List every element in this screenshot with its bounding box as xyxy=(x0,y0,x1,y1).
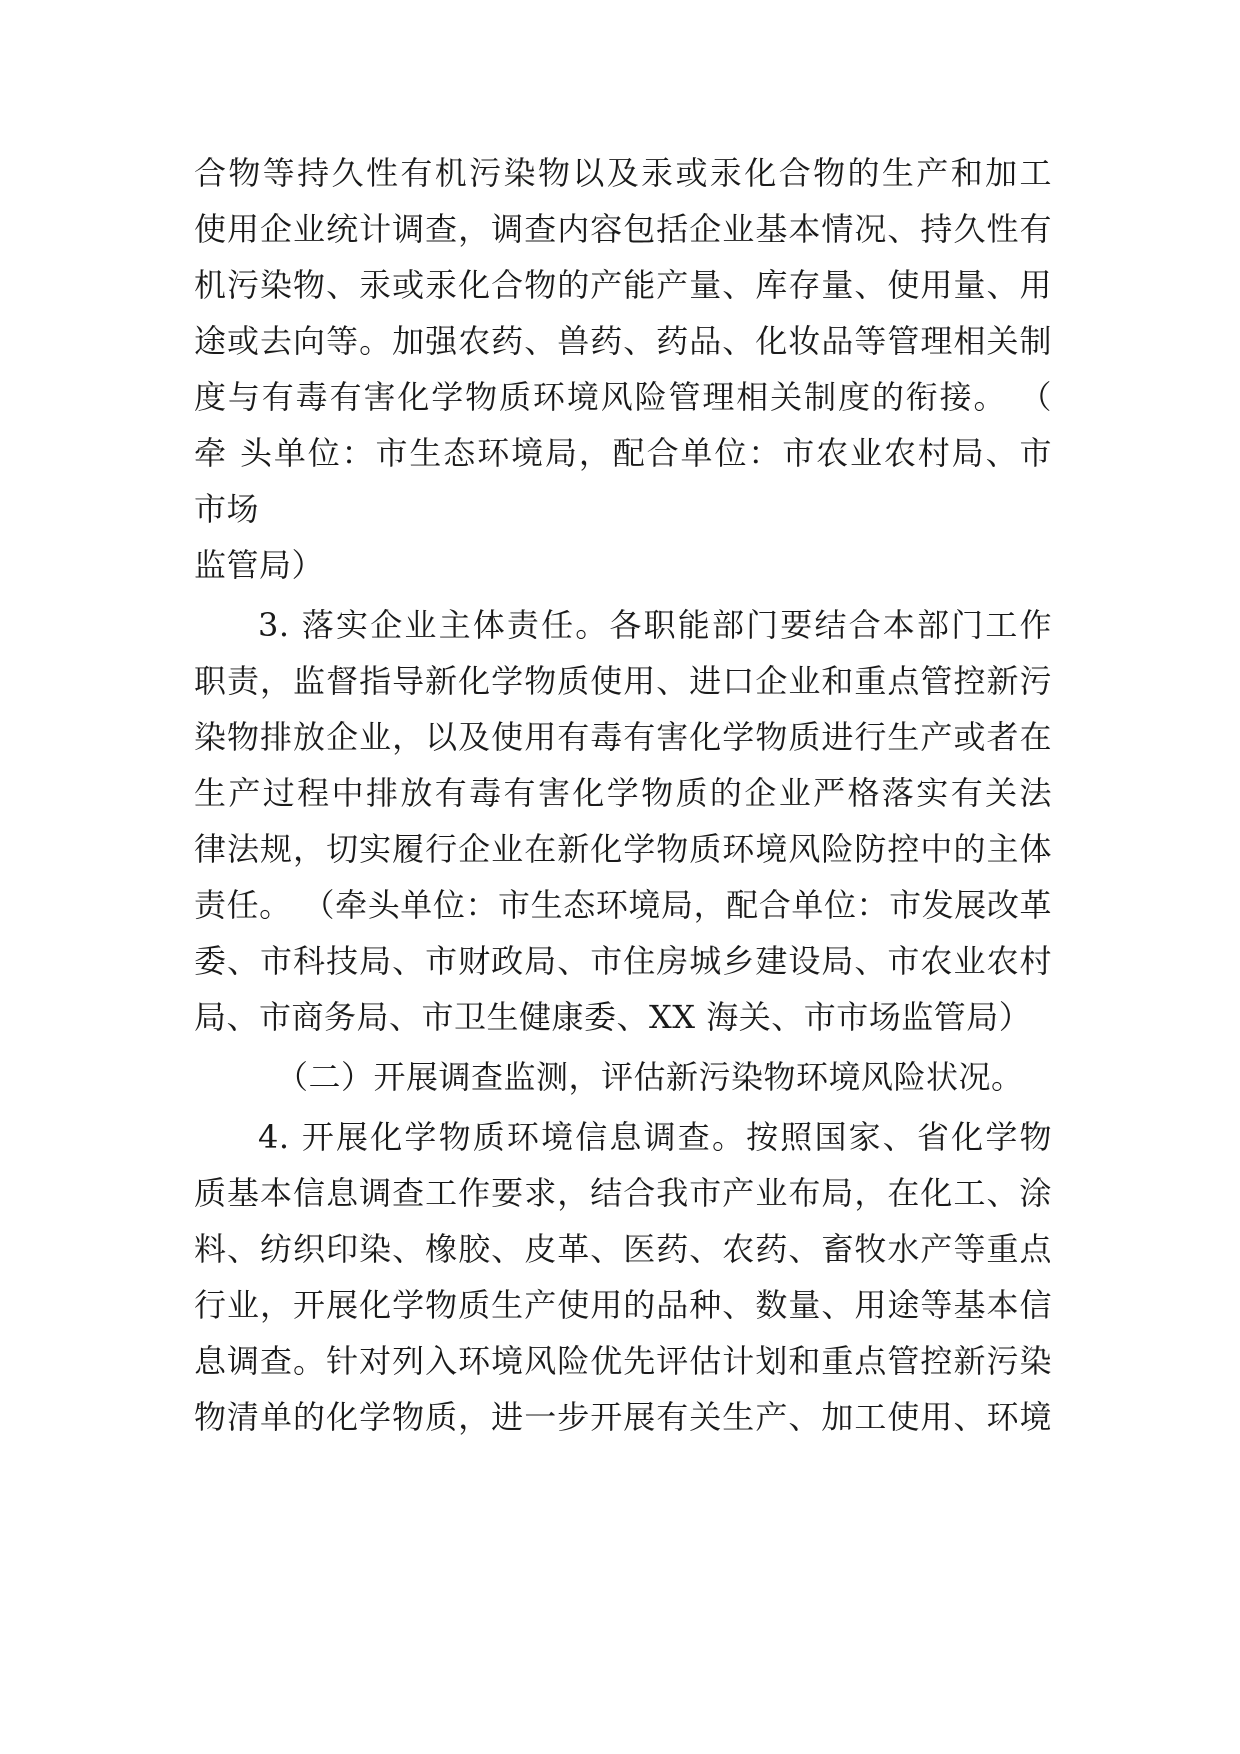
section-heading: （二）开展调查监测，评估新污染物环境风险状况。 xyxy=(276,1058,1024,1096)
paragraph-first-line: 4. 开展化学物质环境信息调查。按照国家、省化学物 xyxy=(258,1118,1052,1156)
text-line: 局、市商务局、市卫生健康委、XX 海关、市市场监管局） xyxy=(194,998,1032,1036)
text-line: 染物排放企业，以及使用有毒有害化学物质进行生产或者在 xyxy=(194,718,1052,756)
text-line: 牵 头单位：市生态环境局，配合单位：市农业农村局、市 xyxy=(194,434,1052,472)
text-line: 息调查。针对列入环境风险优先评估计划和重点管控新污染 xyxy=(194,1342,1052,1380)
text-line: 合物等持久性有机污染物以及汞或汞化合物的生产和加工 xyxy=(194,154,1052,192)
text-line: 机污染物、汞或汞化合物的产能产量、库存量、使用量、用 xyxy=(194,266,1052,304)
text-line: 委、市科技局、市财政局、市住房城乡建设局、市农业农村 xyxy=(194,942,1052,980)
text-line: 生产过程中排放有毒有害化学物质的企业严格落实有关法 xyxy=(194,774,1052,812)
text-line: 监管局） xyxy=(194,546,325,584)
text-line: 度与有毒有害化学物质环境风险管理相关制度的衔接。 （ xyxy=(194,378,1052,416)
text-line: 料、纺织印染、橡胶、皮革、医药、农药、畜牧水产等重点 xyxy=(194,1230,1052,1268)
paragraph-first-line: 3. 落实企业主体责任。各职能部门要结合本部门工作 xyxy=(258,606,1052,644)
text-line: 责任。 （牵头单位：市生态环境局，配合单位：市发展改革 xyxy=(194,886,1052,924)
text-line: 行业，开展化学物质生产使用的品种、数量、用途等基本信 xyxy=(194,1286,1052,1324)
text-line: 职责，监督指导新化学物质使用、进口企业和重点管控新污 xyxy=(194,662,1052,700)
text-line: 市场 xyxy=(194,490,260,528)
text-line: 使用企业统计调查，调查内容包括企业基本情况、持久性有 xyxy=(194,210,1052,248)
text-line: 途或去向等。加强农药、兽药、药品、化妆品等管理相关制 xyxy=(194,322,1052,360)
text-line: 质基本信息调查工作要求，结合我市产业布局，在化工、涂 xyxy=(194,1174,1052,1212)
text-line: 律法规，切实履行企业在新化学物质环境风险防控中的主体 xyxy=(194,830,1052,868)
text-line: 物清单的化学物质，进一步开展有关生产、加工使用、环境 xyxy=(194,1398,1052,1436)
